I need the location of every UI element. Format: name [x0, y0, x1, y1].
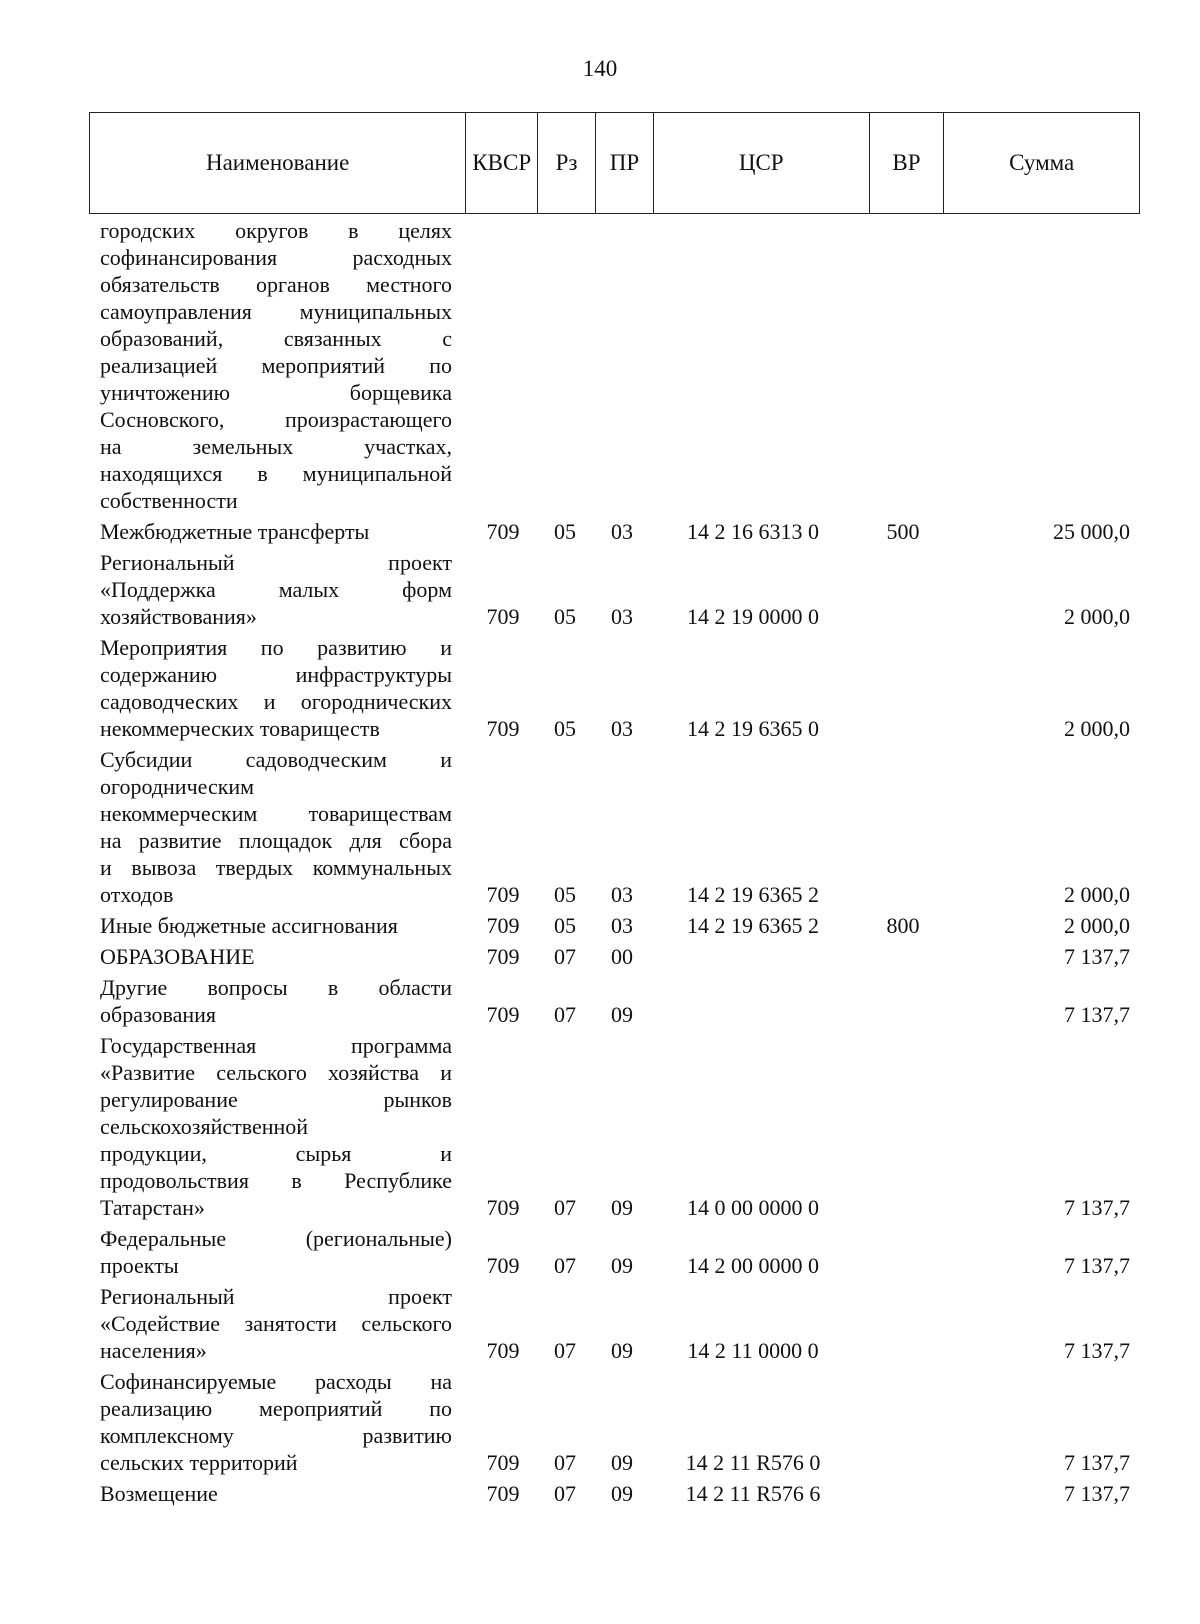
- row-name-line: Федеральные (региональные): [100, 1226, 452, 1251]
- row-codes: [0, 881, 1200, 908]
- cell-pr: 09: [611, 1450, 633, 1475]
- cell-csr: 14 2 19 0000 0: [687, 604, 819, 629]
- cell-kvsr: 709: [486, 604, 520, 629]
- cell-sum: 7 137,7: [1064, 1338, 1130, 1363]
- row-name-line: «Содействие занятости сельского: [100, 1311, 452, 1336]
- row-name-line: образований, связанных с: [100, 326, 452, 351]
- row-name-line: Региональный проект: [100, 1284, 452, 1309]
- cell-csr: 14 2 16 6313 0: [687, 519, 819, 544]
- cell-rz: 07: [554, 944, 576, 969]
- table-row: [0, 518, 1200, 545]
- header-rz: Рз: [538, 113, 596, 213]
- row-codes: [0, 715, 1200, 742]
- row-name-line: находящихся в муниципальной: [100, 461, 452, 486]
- row-name-line: на развитие площадок для сбора: [100, 828, 452, 853]
- table-row: [0, 943, 1200, 970]
- cell-csr: 14 2 11 R576 0: [685, 1450, 821, 1475]
- row-codes: [0, 518, 1200, 545]
- table-row: [0, 974, 1200, 1028]
- cell-csr: 14 2 19 6365 2: [687, 882, 819, 907]
- cell-sum: 2 000,0: [1064, 716, 1130, 741]
- cell-sum: 7 137,7: [1064, 1450, 1130, 1475]
- table-row: [0, 1225, 1200, 1279]
- row-name-line: самоуправления муниципальных: [100, 299, 452, 324]
- row-name-line: сельскохозяйственной: [100, 1114, 309, 1139]
- row-name-line: сельских территорий: [100, 1450, 298, 1475]
- cell-sum: 7 137,7: [1064, 1002, 1130, 1027]
- row-name-line: содержанию инфраструктуры: [100, 662, 452, 687]
- cell-sum: 7 137,7: [1064, 944, 1130, 969]
- row-gap: [0, 1507, 1200, 1511]
- row-name-line: городских округов в целях: [100, 218, 452, 243]
- header-pr: ПР: [596, 113, 654, 213]
- row-name-line: «Поддержка малых форм: [100, 577, 452, 602]
- header-vr: ВР: [870, 113, 945, 213]
- cell-rz: 05: [554, 604, 576, 629]
- cell-pr: 03: [611, 519, 633, 544]
- table-row: [0, 1368, 1200, 1476]
- cell-pr: 09: [611, 1002, 633, 1027]
- cell-pr: 09: [611, 1195, 633, 1220]
- table-header: [89, 112, 1140, 214]
- cell-rz: 07: [554, 1253, 576, 1278]
- row-name-line: продукции, сырья и: [100, 1141, 452, 1166]
- cell-rz: 05: [554, 519, 576, 544]
- cell-csr: 14 2 11 0000 0: [687, 1338, 819, 1363]
- row-codes: [0, 1194, 1200, 1221]
- cell-rz: 05: [554, 913, 576, 938]
- row-name-line: отходов: [100, 882, 174, 907]
- table-row: [0, 634, 1200, 742]
- table-row: [0, 1480, 1200, 1507]
- cell-kvsr: 709: [486, 1195, 520, 1220]
- row-name-line: Государственная программа: [100, 1033, 452, 1058]
- row-name-line: на земельных участках,: [100, 434, 452, 459]
- row-name-line: собственности: [100, 488, 238, 513]
- cell-rz: 07: [554, 1450, 576, 1475]
- cell-pr: 03: [611, 882, 633, 907]
- cell-rz: 07: [554, 1338, 576, 1363]
- row-codes: [0, 1449, 1200, 1476]
- row-name-line: комплексному развитию: [100, 1423, 452, 1448]
- header-kvsr: КВСР: [466, 113, 538, 213]
- table-row: [0, 912, 1200, 939]
- cell-sum: 2 000,0: [1064, 913, 1130, 938]
- row-name-line: садоводческих и огороднических: [100, 689, 452, 714]
- cell-rz: 07: [554, 1481, 576, 1506]
- row-name-line: Субсидии садоводческим и: [100, 747, 452, 772]
- table-row: [0, 1283, 1200, 1364]
- cell-pr: 09: [611, 1338, 633, 1363]
- cell-kvsr: 709: [486, 1450, 520, 1475]
- cell-csr: 14 2 19 6365 0: [687, 716, 819, 741]
- row-name-line: уничтожению борщевика: [100, 380, 452, 405]
- cell-pr: 03: [611, 716, 633, 741]
- cell-vr: 800: [886, 913, 920, 938]
- row-name-line: Сосновского, произрастающего: [100, 407, 452, 432]
- cell-kvsr: 709: [486, 716, 520, 741]
- cell-sum: 7 137,7: [1064, 1253, 1130, 1278]
- cell-csr: 14 2 11 R576 6: [685, 1481, 821, 1506]
- cell-vr: 500: [886, 519, 920, 544]
- row-name-line: некоммерческих товариществ: [100, 716, 380, 741]
- row-name-line: софинансирования расходных: [100, 245, 452, 270]
- row-codes: [0, 1480, 1200, 1507]
- header-csr: ЦСР: [654, 113, 870, 213]
- cell-kvsr: 709: [486, 1338, 520, 1363]
- cell-csr: 14 0 00 0000 0: [687, 1195, 819, 1220]
- cell-kvsr: 709: [486, 882, 520, 907]
- cell-pr: 00: [611, 944, 633, 969]
- cell-pr: 03: [611, 913, 633, 938]
- row-name-line: регулирование рынков: [100, 1087, 452, 1112]
- table-row: [0, 549, 1200, 630]
- cell-pr: 09: [611, 1253, 633, 1278]
- row-name-line: Софинансируемые расходы на: [100, 1369, 452, 1394]
- row-name-line: реализацию мероприятий по: [100, 1396, 452, 1421]
- cell-sum: 2 000,0: [1064, 604, 1130, 629]
- page-number: 140: [582, 56, 618, 81]
- row-name-line: обязательств органов местного: [100, 272, 452, 297]
- cell-pr: 09: [611, 1481, 633, 1506]
- cell-kvsr: 709: [486, 913, 520, 938]
- row-codes: [0, 603, 1200, 630]
- row-codes: [0, 1337, 1200, 1364]
- row-name-line: Иные бюджетные ассигнования: [100, 913, 398, 938]
- table-body: [0, 217, 1200, 1511]
- row-name-line: проекты: [100, 1253, 179, 1278]
- table-row: [0, 217, 1200, 514]
- row-codes: [0, 1252, 1200, 1279]
- row-name-line: огородническим: [100, 774, 255, 799]
- row-name-line: Другие вопросы в области: [100, 975, 452, 1000]
- header-name: Наименование: [90, 113, 466, 213]
- cell-csr: 14 2 00 0000 0: [687, 1253, 819, 1278]
- cell-pr: 03: [611, 604, 633, 629]
- cell-rz: 05: [554, 716, 576, 741]
- cell-csr: 14 2 19 6365 2: [687, 913, 819, 938]
- cell-sum: 2 000,0: [1064, 882, 1130, 907]
- row-name-line: некоммерческим товариществам: [100, 801, 452, 826]
- row-name-line: продовольствия в Республике: [100, 1168, 452, 1193]
- cell-sum: 25 000,0: [1053, 519, 1130, 544]
- row-name-line: ОБРАЗОВАНИЕ: [100, 944, 255, 969]
- row-name-line: и вывоза твердых коммунальных: [100, 855, 452, 880]
- row-name-line: хозяйствования»: [100, 604, 257, 629]
- table-row: [0, 1032, 1200, 1221]
- row-name-line: Региональный проект: [100, 550, 452, 575]
- cell-rz: 07: [554, 1195, 576, 1220]
- row-name-line: Мероприятия по развитию и: [100, 635, 452, 660]
- row-name-line: Татарстан»: [100, 1195, 205, 1220]
- cell-rz: 07: [554, 1002, 576, 1027]
- header-sum: Сумма: [1009, 150, 1075, 175]
- row-name-line: реализацией мероприятий по: [100, 353, 452, 378]
- row-name-line: «Развитие сельского хозяйства и: [100, 1060, 452, 1085]
- cell-rz: 05: [554, 882, 576, 907]
- cell-sum: 7 137,7: [1064, 1195, 1130, 1220]
- table-row: [0, 746, 1200, 908]
- cell-kvsr: 709: [486, 1002, 520, 1027]
- cell-kvsr: 709: [486, 1253, 520, 1278]
- cell-kvsr: 709: [486, 944, 520, 969]
- row-name-line: населения»: [100, 1338, 207, 1363]
- row-codes: [0, 487, 1200, 514]
- row-name: [100, 217, 452, 514]
- row-name-line: Межбюджетные трансферты: [100, 519, 370, 544]
- row-codes: [0, 943, 1200, 970]
- row-codes: [0, 1001, 1200, 1028]
- row-name-line: Возмещение: [100, 1481, 218, 1506]
- row-name-line: образования: [100, 1002, 217, 1027]
- cell-kvsr: 709: [486, 519, 520, 544]
- row-name: [100, 1032, 452, 1221]
- row-codes: [0, 912, 1200, 939]
- cell-kvsr: 709: [486, 1481, 520, 1506]
- cell-sum: 7 137,7: [1064, 1481, 1130, 1506]
